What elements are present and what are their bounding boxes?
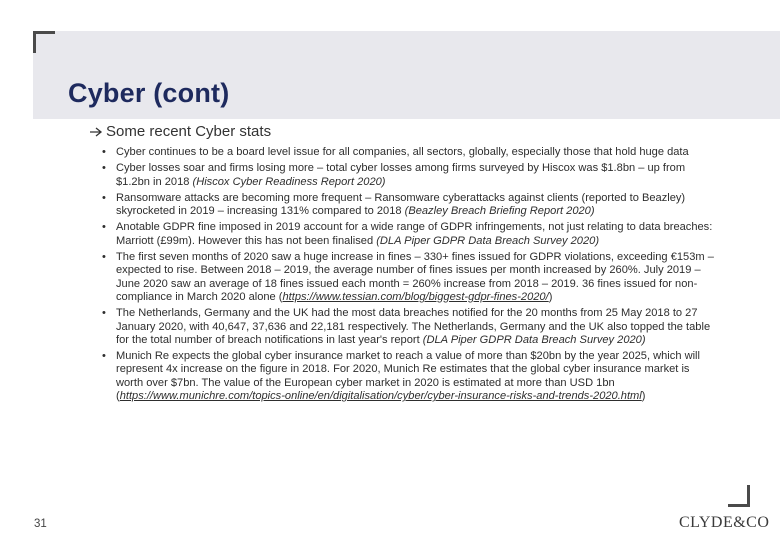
bullet-list (101, 146, 719, 406)
bullet-item (101, 251, 719, 304)
bullet-citation: (Beazley Breach Briefing Report 2020) (404, 205, 595, 218)
bullet-dot-icon: • (102, 307, 106, 320)
source-link[interactable]: https://www.tessian.com/blog/biggest-gdpr-fines-2020/ (282, 290, 549, 303)
corner-bracket-bottom-right (728, 485, 750, 507)
bullet-text: Cyber losses soar and firms losing more – total cyber losses among firms surveyed by Hiscox was $1.8bn – up from $1.2bn in 2018 (116, 162, 686, 188)
bullet-dot-icon: • (102, 221, 106, 234)
bullet-citation: (Hiscox Cyber Readiness Report 2020) (192, 175, 386, 188)
bullet-dot-icon: • (102, 146, 106, 158)
bullet-text: The first seven months of 2020 saw a huge increase in fines – 330+ fines issued for GDPR violations, exceeding €153m – expected to rise. Between 2018 – 2019, the average number of fines issues per month increased by 260%. July 2019 – June 2020 saw an average of 18 fines issued each month = 260% increase from 2018 – 2019. 36 fines issued for non-compliance in March 2020 alone ( (116, 251, 714, 303)
slide-title: Cyber (cont) (68, 78, 230, 108)
subheading-text: Some recent Cyber stats (106, 123, 272, 140)
bullet-item (101, 350, 719, 403)
subheading (89, 123, 271, 140)
source-link[interactable]: https://www.munichre.com/topics-online/en/digitalisation/cyber/cyber-insurance-risks-and-trends-2020.html (119, 390, 642, 403)
bullet-dot-icon: • (102, 350, 106, 363)
bullet-dot-icon: • (102, 162, 106, 175)
bullet-item (101, 307, 719, 347)
bullet-text: The Netherlands, Germany and the UK had the most data breaches notified for the 20 months from 25 May 2018 to 27 January 2020, with 40,647, 37,636 and 22,181 respectively. The Netherlands, Germany and the UK also topped the table for the total number of breach notifications in last year's report (116, 307, 711, 346)
arrow-bullet-icon (89, 127, 103, 137)
bullet-closing-paren: ) (641, 390, 646, 403)
bullet-item (101, 162, 719, 189)
bullet-item (101, 192, 719, 219)
bullet-citation: (DLA Piper GDPR Data Breach Survey 2020) (422, 333, 646, 346)
bullet-item (101, 146, 719, 159)
bullet-citation: (DLA Piper GDPR Data Breach Survey 2020) (376, 234, 600, 247)
bullet-item (101, 221, 719, 248)
corner-bracket-top-left (33, 31, 55, 53)
bullet-text: Cyber continues to be a board level issue for all companies, all sectors, globally, especially those that hold huge data (116, 146, 689, 158)
bullet-dot-icon: • (102, 191, 106, 204)
bullet-text: Munich Re expects the global cyber insurance market to reach a value of more than $20bn by the year 2025, which will represent 4x increase on the figure in 2018. For 2020, Munich Re estimates that the global cyber insurance market is worth over $7bn. The value of the European cyber market in 2020 is estimated at more than USD 1bn ( (116, 350, 700, 403)
company-logo: CLYDE&CO (679, 514, 770, 531)
bullet-dot-icon: • (102, 251, 106, 264)
bullet-closing-paren: ) (548, 290, 553, 303)
bullet-text: Ransomware attacks are becoming more frequent – Ransomware cyberattacks against clients (reported to Beazley) skyrocketed in 2019 – increasing 131% compared to 2018 (116, 191, 686, 218)
bullet-text: Anotable GDPR fine imposed in 2019 account for a wide range of GDPR infringements, not just relating to data breaches: Marriott (£99m). However this has not been finalised (116, 221, 713, 247)
page-number: 31 (34, 518, 47, 530)
